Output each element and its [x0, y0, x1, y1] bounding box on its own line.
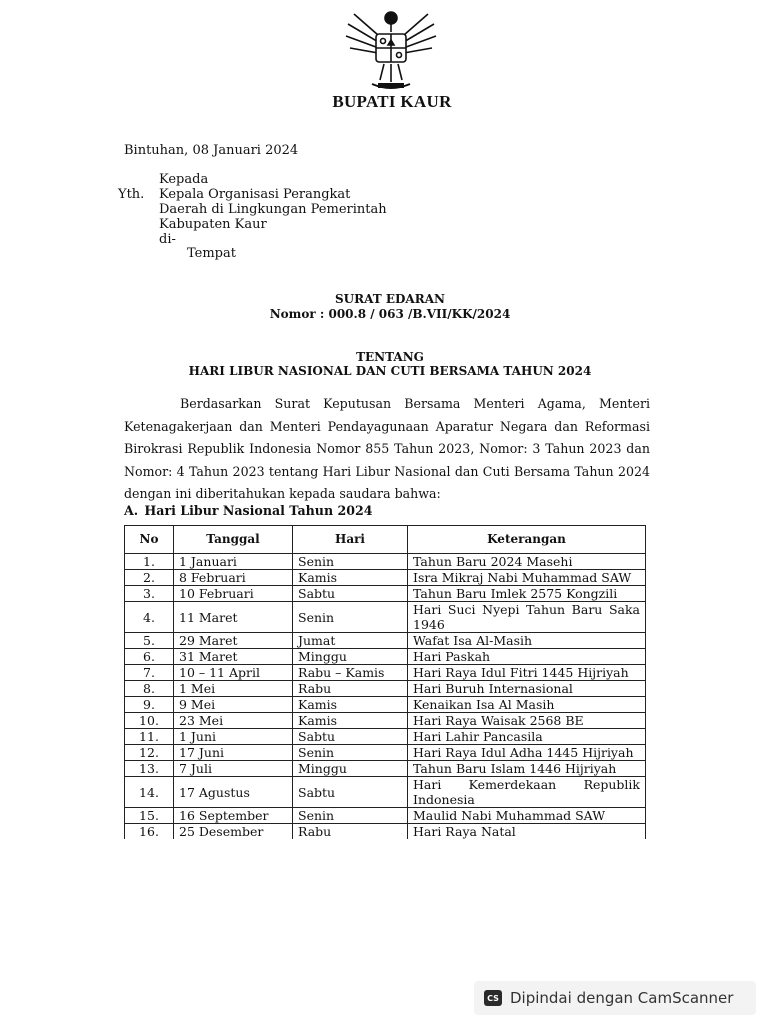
cell-hari: Rabu – Kamis — [293, 665, 408, 681]
cell-no: 8. — [125, 681, 174, 697]
tentang-label: TENTANG — [356, 350, 424, 364]
cell-no: 15. — [125, 808, 174, 824]
cell-hari: Kamis — [293, 697, 408, 713]
cell-hari: Senin — [293, 808, 408, 824]
cell-no: 14. — [125, 777, 174, 808]
cell-tanggal: 1 Mei — [174, 681, 293, 697]
table-row — [125, 713, 646, 729]
table-row — [125, 761, 646, 777]
subject-title: HARI LIBUR NASIONAL DAN CUTI BERSAMA TAHUN 2024 — [188, 364, 592, 378]
tempat-label: Tempat — [187, 246, 236, 261]
cell-hari: Sabtu — [293, 777, 408, 808]
address-line: Kabupaten Kaur — [159, 217, 267, 232]
cell-no: 5. — [125, 633, 174, 649]
cell-no: 2. — [125, 570, 174, 586]
table-row — [125, 777, 646, 808]
table-row — [125, 602, 646, 633]
table-row — [125, 554, 646, 570]
cell-tanggal: 23 Mei — [174, 713, 293, 729]
cell-tanggal: 17 Juni — [174, 745, 293, 761]
cell-keterangan: Hari Paskah — [408, 649, 646, 665]
cell-tanggal: 25 Desember — [174, 824, 293, 840]
cell-keterangan: Tahun Baru 2024 Masehi — [408, 554, 646, 570]
table-row — [125, 633, 646, 649]
table-row — [125, 729, 646, 745]
cell-hari: Senin — [293, 602, 408, 633]
cell-hari: Jumat — [293, 633, 408, 649]
cell-tanggal: 11 Maret — [174, 602, 293, 633]
cell-hari: Senin — [293, 745, 408, 761]
cell-keterangan: Hari Lahir Pancasila — [408, 729, 646, 745]
cell-tanggal: 10 – 11 April — [174, 665, 293, 681]
holiday-table-body — [125, 554, 646, 840]
section-title: Hari Libur Nasional Tahun 2024 — [144, 503, 373, 518]
cell-tanggal: 1 Januari — [174, 554, 293, 570]
table-row — [125, 570, 646, 586]
table-row — [125, 697, 646, 713]
cell-keterangan: Kenaikan Isa Al Masih — [408, 697, 646, 713]
cell-no: 9. — [125, 697, 174, 713]
cell-hari: Kamis — [293, 570, 408, 586]
cell-keterangan: Hari Raya Idul Fitri 1445 Hijriyah — [408, 665, 646, 681]
cell-keterangan: Wafat Isa Al-Masih — [408, 633, 646, 649]
cell-keterangan: Hari Raya Natal — [408, 824, 646, 840]
cell-tanggal: 7 Juli — [174, 761, 293, 777]
letterhead-title: BUPATI KAUR — [332, 92, 452, 111]
cell-keterangan: Isra Mikraj Nabi Muhammad SAW — [408, 570, 646, 586]
cell-tanggal: 9 Mei — [174, 697, 293, 713]
cell-tanggal: 16 September — [174, 808, 293, 824]
surat-edaran-title: SURAT EDARAN — [335, 292, 445, 306]
cell-no: 11. — [125, 729, 174, 745]
section-a-heading — [124, 503, 373, 518]
table-row — [125, 665, 646, 681]
camscanner-watermark — [474, 981, 756, 1015]
cell-keterangan: Hari Raya Waisak 2568 BE — [408, 713, 646, 729]
cell-hari: Sabtu — [293, 729, 408, 745]
garuda-emblem-icon — [336, 4, 446, 94]
cell-keterangan: Hari Buruh Internasional — [408, 681, 646, 697]
address-line: Daerah di Lingkungan Pemerintah — [159, 202, 387, 217]
cell-keterangan: Hari Raya Idul Adha 1445 Hijriyah — [408, 745, 646, 761]
table-row — [125, 808, 646, 824]
cell-tanggal: 31 Maret — [174, 649, 293, 665]
cell-no: 10. — [125, 713, 174, 729]
cell-no: 3. — [125, 586, 174, 602]
table-header-row — [125, 526, 646, 554]
cell-no: 4. — [125, 602, 174, 633]
address-line: Kepala Organisasi Perangkat — [159, 187, 351, 202]
header-hari: Hari — [293, 526, 408, 554]
cell-no: 12. — [125, 745, 174, 761]
cell-hari: Minggu — [293, 761, 408, 777]
cell-no: 1. — [125, 554, 174, 570]
cell-keterangan: Tahun Baru Imlek 2575 Kongzili — [408, 586, 646, 602]
cell-tanggal: 17 Agustus — [174, 777, 293, 808]
table-row — [125, 649, 646, 665]
cell-no: 16. — [125, 824, 174, 840]
cell-tanggal: 1 Juni — [174, 729, 293, 745]
surat-edaran-nomor: Nomor : 000.8 / 063 /B.VII/KK/2024 — [269, 307, 511, 321]
address-line: di- — [159, 232, 176, 247]
table-row — [125, 586, 646, 602]
cell-keterangan: Hari Suci Nyepi Tahun Baru Saka 1946 — [408, 602, 646, 633]
table-row — [125, 745, 646, 761]
header-tanggal: Tanggal — [174, 526, 293, 554]
holiday-table — [124, 525, 646, 839]
kepada-label: Kepada — [159, 172, 209, 187]
cell-hari: Kamis — [293, 713, 408, 729]
section-letter: A. — [124, 503, 139, 518]
body-paragraph-text: Berdasarkan Surat Keputusan Bersama Menteri Agama, Menteri Ketenagakerjaan dan Menteri Pendayagunaan Aparatur Negara dan Reformasi Birokrasi Republik Indonesia Nomor 855 Tahun 2023, Nomor: 3 Tahun 2023 dan Nomor: 4 Tahun 2023 tentang Hari Libur Nasional dan Cuti Bersama Tahun 2024 dengan ini diberitahukan kepada saudara bahwa: — [124, 396, 650, 501]
cell-keterangan: Hari Kemerdekaan Republik Indonesia — [408, 777, 646, 808]
table-row — [125, 681, 646, 697]
cell-keterangan: Tahun Baru Islam 1446 Hijriyah — [408, 761, 646, 777]
table-row — [125, 824, 646, 840]
header-keterangan: Keterangan — [408, 526, 646, 554]
cell-tanggal: 8 Februari — [174, 570, 293, 586]
cell-hari: Minggu — [293, 649, 408, 665]
yth-label: Yth. — [118, 187, 145, 202]
cell-tanggal: 10 Februari — [174, 586, 293, 602]
place-date: Bintuhan, 08 Januari 2024 — [124, 143, 299, 158]
cell-hari: Rabu — [293, 824, 408, 840]
cell-hari: Sabtu — [293, 586, 408, 602]
header-no: No — [125, 526, 174, 554]
cell-no: 6. — [125, 649, 174, 665]
cell-hari: Senin — [293, 554, 408, 570]
watermark-text: Dipindai dengan CamScanner — [510, 989, 734, 1007]
camscanner-logo-icon: CS — [484, 990, 502, 1006]
cell-hari: Rabu — [293, 681, 408, 697]
cell-no: 13. — [125, 761, 174, 777]
cell-no: 7. — [125, 665, 174, 681]
cell-keterangan: Maulid Nabi Muhammad SAW — [408, 808, 646, 824]
body-paragraph — [124, 393, 650, 506]
cell-tanggal: 29 Maret — [174, 633, 293, 649]
